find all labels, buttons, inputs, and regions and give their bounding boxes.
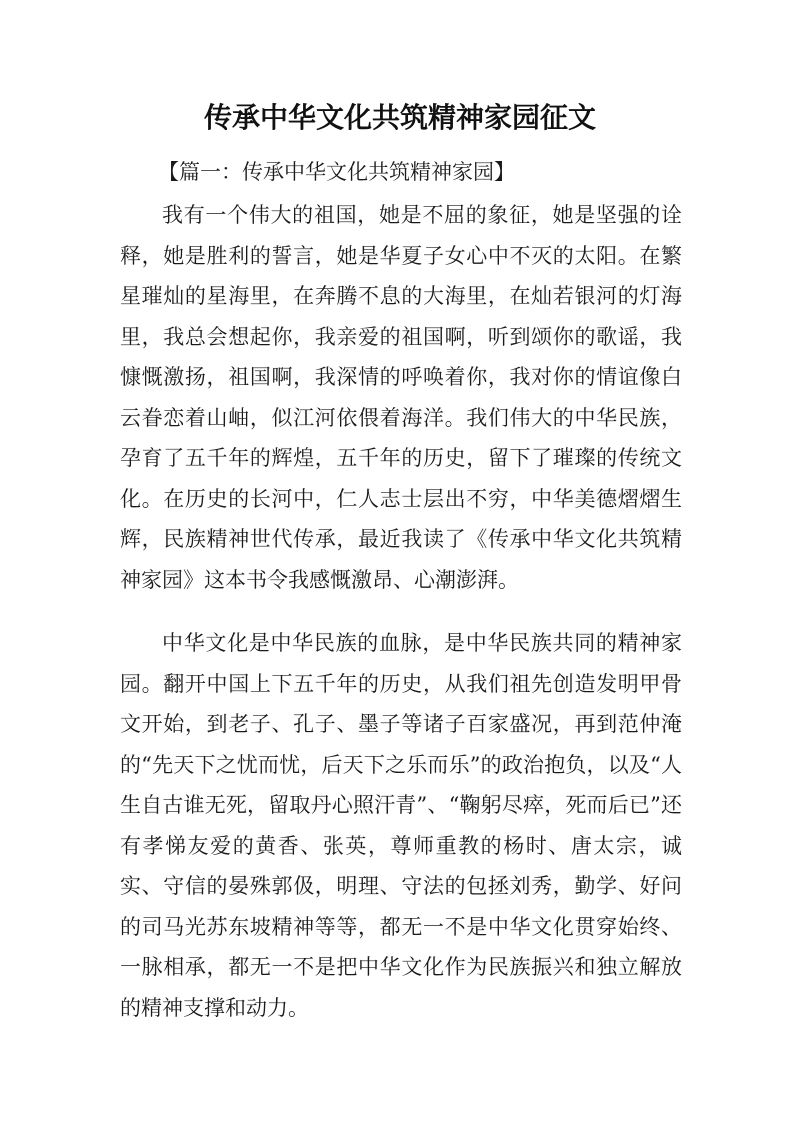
document-title: 传承中华文化共筑精神家园征文 [203,101,596,134]
document-body [120,195,682,1028]
body-paragraph: 我有一个伟大的祖国，她是不屈的象征，她是坚强的诠释，她是胜利的誓言，她是华夏子女心中不灭的太阳。在繁星璀灿的星海里，在奔腾不息的大海里，在灿若银河的灯海里，我总会想起你，我亲爱的祖国啊，听到颂你的歌谣，我慷慨激扬，祖国啊，我深情的呼唤着你，我对你的情谊像白云眷恋着山岫，似江河依偎着海洋。我们伟大的中华民族，孕育了五千年的辉煌，五千年的历史，留下了璀璨的传统文化。在历史的长河中，仁人志士层出不穷，中华美德熠熠生辉，民族精神世代传承，最近我读了《传承中华文化共筑精神家园》这本书令我感慨激昂、心潮澎湃。 [120,203,682,592]
body-paragraph: 中华文化是中华民族的血脉，是中华民族共同的精神家园。翻开中国上下五千年的历史，从我们祖先创造发明甲骨文开始，到老子、孔子、墨子等诸子百家盛况，再到范仲淹的“先天下之忧而忧，后天下之乐而乐”的政治抱负，以及“人生自古谁无死，留取丹心照汗青”、“鞠躬尽瘁，死而后已”还有孝悌友爱的黄香、张英，尊师重教的杨时、唐太宗，诚实、守信的晏殊郭伋，明理、守法的包拯刘秀，勤学、好问的司马光苏东坡精神等等，都无一不是中华文化贯穿始终、一脉相承，都无一不是把中华文化作为民族振兴和独立解放的精神支撑和动力。 [120,631,682,1020]
section-heading: 【篇一：传承中华文化共筑精神家园】 [158,160,515,184]
